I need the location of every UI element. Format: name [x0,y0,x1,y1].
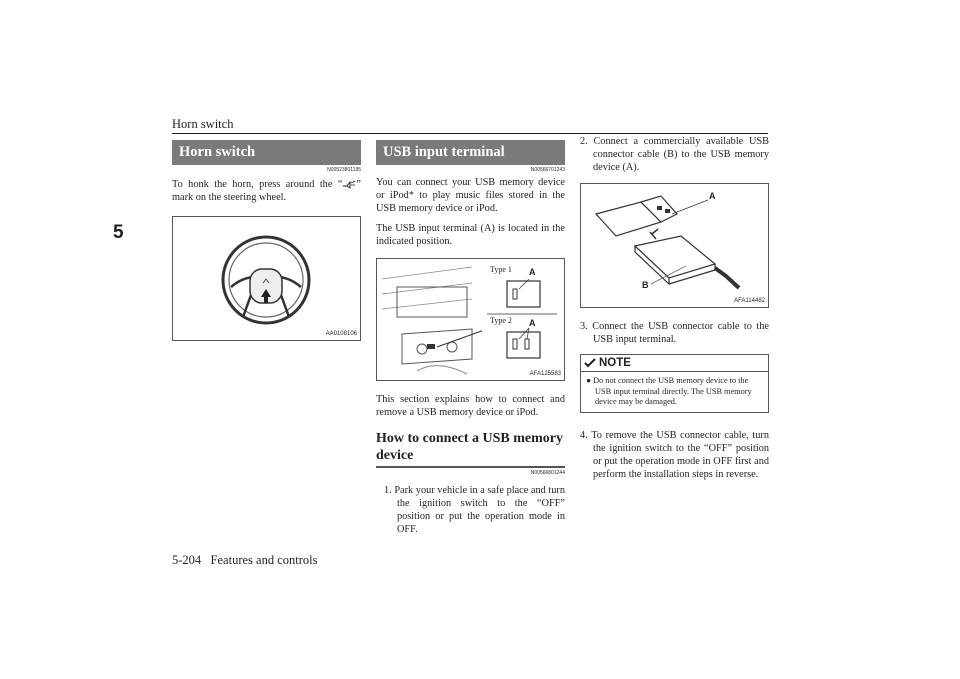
note-title: NOTE [599,357,631,369]
type1-label: Type 1 [490,265,512,274]
steering-wheel-illustration [173,217,360,340]
usb-location-paragraph: The USB input terminal (A) is located in the indicated position. [376,223,565,247]
step-3: 3. Connect the USB connector cable to the USB input terminal. [580,321,769,345]
section-title-horn-switch: Horn switch [172,140,361,165]
check-icon [584,358,596,368]
usb-cable-illustration [581,184,768,307]
section-code: N00566801244 [530,470,565,476]
page-footer [172,553,317,568]
figure-code: AFA125583 [529,371,561,377]
chapter-tab: 5 [113,222,124,243]
running-header: Horn switch [172,117,234,131]
figure-code: AFA114482 [734,298,765,304]
horn-instruction: To honk the horn, press around the “ ” mark on the steering wheel. [172,179,361,203]
step-1: 1. Park your vehicle in a safe place and turn the ignition switch to the “OFF” position or put the operation mode in OFF. [384,485,565,535]
section-code: N00566701243 [530,167,565,173]
footer-section: Features and controls [210,553,318,567]
figure-code: AA0108106 [325,331,357,337]
type2-label: Type 2 [490,316,512,325]
label-a-type2: A [529,318,536,328]
usb-location-figure [376,258,565,381]
section-code: N00523801195 [327,167,361,173]
label-b: B [642,280,649,290]
note-text: ● Do not connect the USB memory device to the USB input terminal directly. The USB memory device may be damaged. [586,376,752,406]
horn-switch-column [172,140,361,341]
connection-steps-column [580,136,769,481]
usb-terminal-column [376,140,565,536]
section-title-usb-input: USB input terminal [376,140,565,165]
page-number: 5-204 [172,553,202,567]
step-4: 4. To remove the USB connector cable, turn the ignition switch to the “OFF” position or put the operation mode in OFF first and perform the installation steps in reverse. [580,429,769,480]
step-2: 2. Connect a commercially available USB connector cable (B) to the USB memory device (A). [580,136,769,173]
label-a: A [709,191,716,201]
horn-icon [342,180,356,189]
header-rule [172,133,768,134]
usb-intro-paragraph: You can connect your USB memory device or iPod* to play music files stored in the USB memory device or iPod. [376,177,565,214]
usb-explanation-paragraph: This section explains how to connect and remove a USB memory device or iPod. [376,394,565,418]
steering-wheel-figure [172,216,361,341]
label-a-type1: A [529,267,536,277]
bullet-icon: ● [586,376,594,385]
section-title-how-to-connect: How to connect a USB memory device [376,430,565,468]
usb-cable-figure [580,183,769,308]
note-box [580,354,769,413]
